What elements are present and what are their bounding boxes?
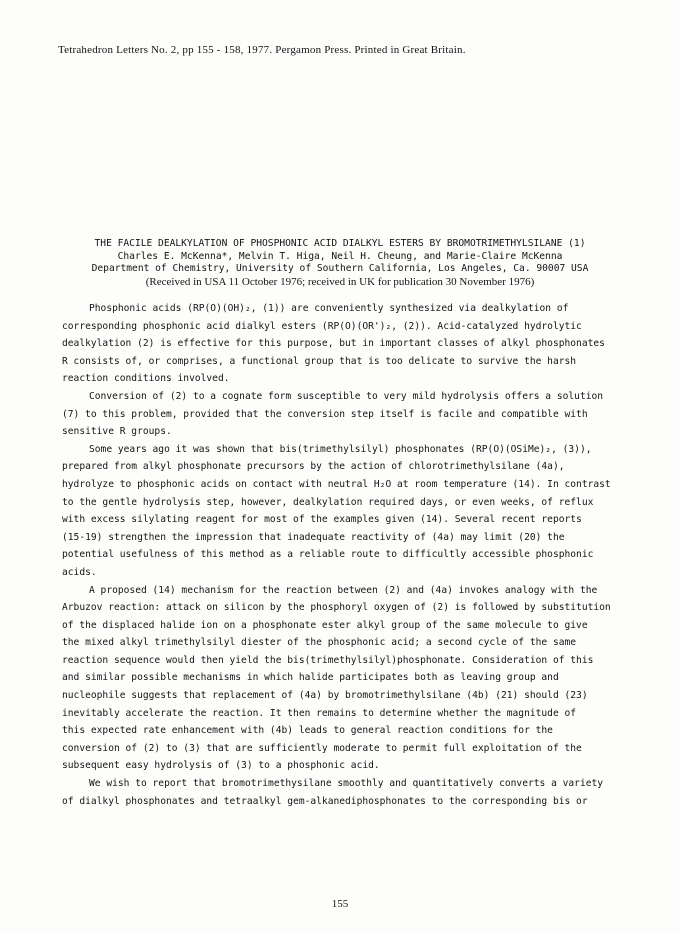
body-line: Conversion of (2) to a cognate form susceptible to very mild hydrolysis offers a solution — [89, 390, 604, 402]
body-line: of dialkyl phosphonates and tetraalkyl gem-alkanediphosphonates to the corresponding bis or — [62, 795, 588, 807]
body-line: prepared from alkyl phosphonate precursors by the action of chlorotrimethylsilane (4a), — [62, 461, 565, 473]
author-list: Charles E. McKenna*, Melvin T. Higa, Neil H. Cheung, and Marie-Claire McKenna — [117, 250, 563, 262]
body-line: Arbuzov reaction: attack on silicon by the phosphoryl oxygen of (2) is followed by substitution — [62, 602, 611, 614]
body-line: hydrolyze to phosphonic acids on contact with neutral H₂O at room temperature (14). In contrast — [62, 478, 611, 490]
body-line: (15-19) strengthen the impression that inadequate reactivity of (4a) may limit (20) the — [62, 531, 565, 543]
body-line: reaction sequence would then yield the bis(trimethylsilyl)phosphonate. Consideration of this — [62, 654, 594, 666]
journal-header: Tetrahedron Letters No. 2, pp 155 - 158, 1977. Pergamon Press. Printed in Great Britain. — [58, 44, 466, 56]
body-line: corresponding phosphonic acid dialkyl esters (RP(O)(OR')₂, (2)). Acid-catalyzed hydrolytic — [62, 320, 582, 332]
body-line: Phosphonic acids (RP(O)(OH)₂, (1)) are conveniently synthesized via dealkylation of — [89, 303, 569, 314]
body-line: Some years ago it was shown that bis(trimethylsilyl) phosphonates (RP(O)(OSiMe)₂, (3)), — [89, 443, 592, 455]
body-line: to the gentle hydrolysis step, however, dealkylation required days, or even weeks, of reflux — [62, 496, 594, 508]
body-line: reaction conditions involved. — [62, 373, 230, 385]
body-line: potential usefulness of this method as a reliable route to difficultly accessible phosphonic — [62, 549, 594, 561]
author-affiliation: Department of Chemistry, University of Southern California, Los Angeles, Ca. 90007 USA — [91, 263, 589, 275]
body-line: nucleophile suggests that replacement of (4a) by bromotrimethylsilane (4b) (21) should (23) — [62, 690, 588, 702]
article-title: THE FACILE DEALKYLATION OF PHOSPHONIC ACID DIALKYL ESTERS BY BROMOTRIMETHYLSILANE (1) — [94, 238, 586, 249]
body-line: sensitive R groups. — [62, 426, 172, 438]
article-heading — [40, 238, 640, 288]
body-line: We wish to report that bromotrimethysilane smoothly and quantitatively converts a variety — [89, 778, 604, 790]
body-line: acids. — [62, 566, 97, 578]
body-line: this expected rate enhancement with (4b) leads to general reaction conditions for the — [62, 725, 553, 737]
body-line: of the displaced halide ion on a phosphonate ester alkyl group of the same molecule to give — [62, 619, 588, 631]
body-line: with excess silylating reagent for most of the examples given (14). Several recent reports — [62, 514, 582, 526]
body-line: A proposed (14) mechanism for the reaction between (2) and (4a) invokes analogy with the — [89, 584, 598, 596]
body-line: subsequent easy hydrolysis of (3) to a phosphonic acid. — [62, 760, 380, 772]
body-line: conversion of (2) to (3) that are sufficiently moderate to permit full exploitation of the — [62, 742, 582, 754]
body-line: (7) to this problem, provided that the conversion step itself is facile and compatible with — [62, 408, 588, 420]
body-line: inevitably accelerate the reaction. It then remains to determine whether the magnitude of — [62, 707, 577, 719]
body-line: dealkylation (2) is effective for this purpose, but in important classes of alkyl phosphonates — [62, 338, 605, 350]
body-line: and similar possible mechanisms in which halide participates both as leaving group and — [62, 672, 559, 684]
received-dates: (Received in USA 11 October 1976; received in UK for publication 30 November 1976) — [145, 275, 535, 288]
body-line: R consists of, or comprises, a functional group that is too delicate to survive the harsh — [62, 355, 577, 367]
body-text — [62, 300, 642, 810]
page-number: 155 — [331, 898, 349, 910]
body-line: the mixed alkyl trimethylsilyl diester of the phosphonic acid; a second cycle of the same — [62, 637, 577, 649]
